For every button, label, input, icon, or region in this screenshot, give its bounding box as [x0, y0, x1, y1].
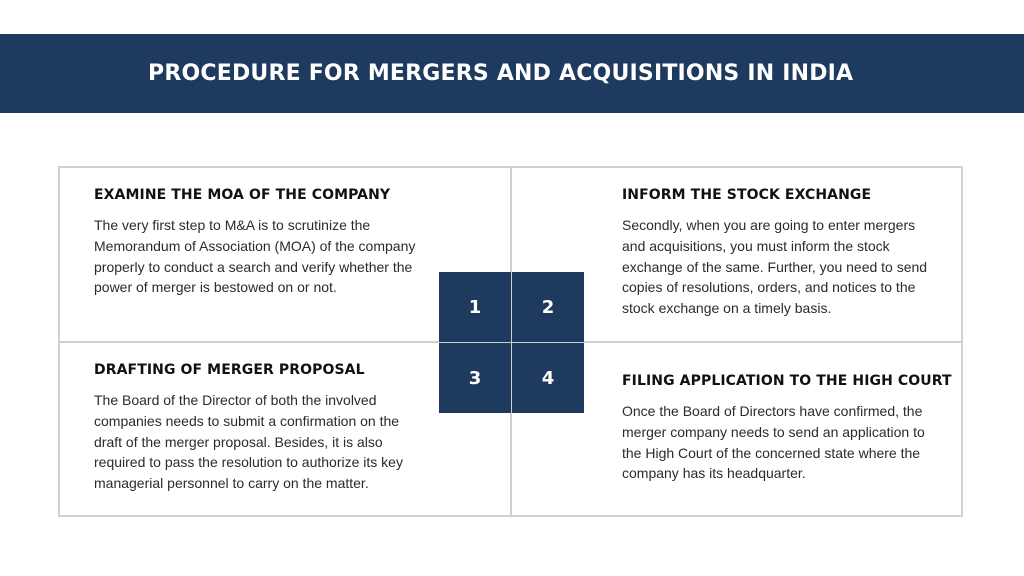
step-4-number-badge: 4 [512, 343, 584, 413]
step-3-panel [94, 362, 416, 494]
step-1-number-badge: 1 [439, 272, 511, 342]
step-2-title: INFORM THE STOCK EXCHANGE [622, 187, 872, 203]
step-4-title: FILING APPLICATION TO THE HIGH COURT [622, 373, 952, 389]
step-2-number-badge: 2 [512, 272, 584, 342]
step-3-number-badge: 3 [439, 343, 511, 413]
step-3-description: The Board of the Director of both the involved companies needs to submit a confirmation on the draft of the merger proposal. Besides, it is also required to pass the resolution to authorize its key managerial personnel to carry on the matter. [94, 392, 403, 492]
header-banner [0, 34, 1024, 113]
step-3-title: DRAFTING OF MERGER PROPOSAL [94, 362, 365, 378]
step-1-panel [94, 187, 424, 298]
step-1-title: EXAMINE THE MOA OF THE COMPANY [94, 187, 391, 203]
step-4-description: Once the Board of Directors have confirmed, the merger company needs to send an application to the High Court of the concerned state where the company has its headquarter. [622, 403, 925, 482]
step-2-description: Secondly, when you are going to enter mergers and acquisitions, you must inform the stock exchange of the same. Further, you need to send copies of resolutions, orders, and notices to the stock exchange on a timely basis. [622, 217, 928, 317]
page-title: PROCEDURE FOR MERGERS AND ACQUISITIONS IN INDIA [148, 61, 854, 86]
step-2-panel [622, 187, 942, 319]
step-1-description: The very first step to M&A is to scrutinize the Memorandum of Association (MOA) of the company properly to conduct a search and verify whether the power of merger is bestowed on or not. [94, 217, 416, 296]
step-4-panel [622, 373, 952, 484]
